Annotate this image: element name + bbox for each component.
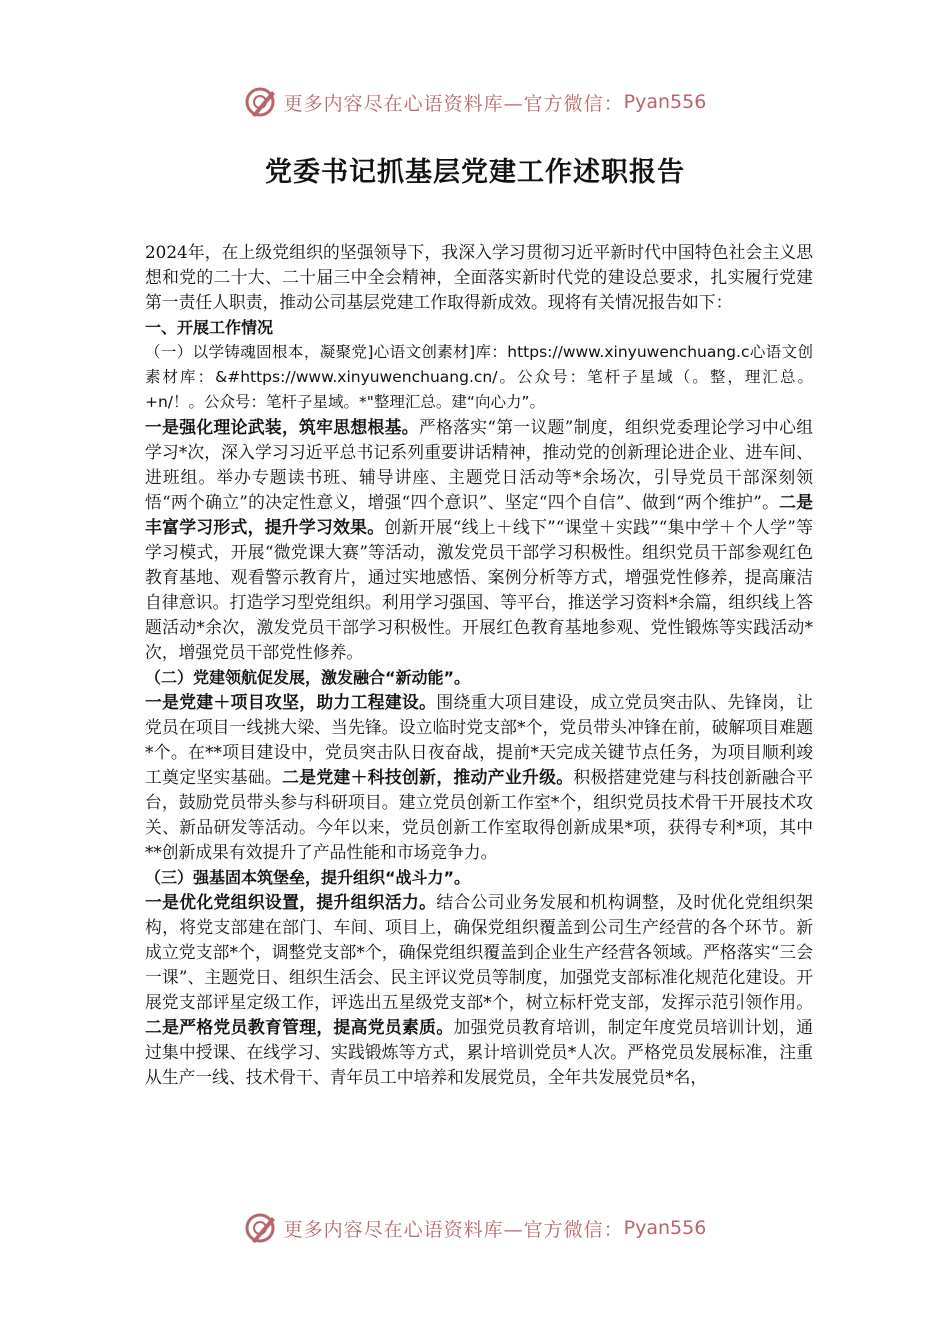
paragraph-text: 结合公司业务发展和机构调整，及时优化党组织架构，将党支部建在部门、车间、项目上，确保党组织覆盖到公司生产经营的各个环节。新成立党支部*个，调整党支部*个，确保党组织覆盖到企业生产经营各领域。严格落实“三会一课”、主题党日、组织生活会、民主评议党员等制度，加强党支部标准化规范化建设。开展党支部评星定级工作，评选出五星级党支部*个，树立标杆党支部，发挥示范引领作用。	[145, 892, 813, 1012]
lead-phrase: 二是严格党员教育管理，提高党员素质。	[145, 1017, 454, 1037]
section-heading: 一、开展工作情况	[145, 318, 274, 337]
pen-logo-icon	[244, 85, 278, 119]
lead-phrase: 二是党建＋科技创新，推动产业升级。	[282, 767, 574, 787]
subsection-heading-2: （二）党建领航促发展，激发融合“新动能”。	[145, 668, 471, 687]
paragraph-text: 创新开展“线上＋线下”“课堂＋实践”“集中学＋个人学”等学习模式，开展“微党课大赛”等活动，激发党员干部学习积极性。组织党员干部参观红色教育基地、观看警示教育片，通过实地感悟、案例分析等方式，增强党性修养，提高廉洁自律意识。打造学习型党组织。利用学习强国、等平台，推送学习资料*余篇，组织线上答题活动*余次，激发党员干部学习积极性。开展红色教育基地参观、党性锻炼等实践活动*次，增强党员干部党性修养。	[145, 517, 813, 662]
watermark-account: Pyan556	[623, 91, 707, 113]
watermark-banner-top	[0, 80, 950, 124]
pen-logo-icon	[244, 1211, 278, 1245]
document-body	[145, 240, 813, 1090]
paragraph-text: 围绕重大项目建设，成立党员突击队、先锋岗，让党员在项目一线挑大梁、当先锋。设立临时党支部*个，党员带头冲锋在前，破解项目难题*个。在**项目建设中，党员突击队日夜奋战，提前*天完成关键节点任务，为项目顺利竣工奠定坚实基础。	[145, 692, 813, 787]
lead-phrase: 一是党建＋项目攻坚，助力工程建设。	[145, 692, 437, 712]
lead-phrase: 一是强化理论武装，筑牢思想根基。	[145, 417, 419, 437]
paragraph-text: 积极搭建党建与科技创新融合平台，鼓励党员带头参与科研项目。建立党员创新工作室*个，组织党员技术骨干开展技术攻关、新品研发等活动。今年以来，党员创新工作室取得创新成果*项，获得专利*项，其中**创新成果有效提升了产品性能和市场竞争力。	[145, 767, 813, 862]
lead-phrase: 一是优化党组织设置，提升组织活力。	[145, 892, 437, 912]
paragraph-1	[145, 415, 813, 665]
paragraph-3	[145, 890, 813, 1090]
lead-phrase: 二是丰富学习形式，提升学习效果。	[145, 492, 813, 537]
paragraph-text: 严格落实“第一议题”制度，组织党委理论学习中心组学习*次，深入学习习近平总书记系列重要讲话精神，推动党的创新理论进企业、进车间、进班组。举办专题读书班、辅导讲座、主题党日活动等*余场次，引导党员干部深刻领悟“两个确立”的决定性意义，增强“四个意识”、坚定“四个自信”、做到“两个维护”。	[145, 417, 813, 512]
watermark-text: 更多内容尽在心语资料库—官方微信：	[283, 1218, 624, 1241]
document-title: 党委书记抓基层党建工作述职报告	[265, 157, 685, 188]
watermark-text: 更多内容尽在心语资料库—官方微信：	[283, 92, 624, 115]
paragraph-text: 加强党员教育培训，制定年度党员培训计划，通过集中授课、在线学习、实践锻炼等方式，累计培训党员*人次。严格党员发展标准，注重从生产一线、技术骨干、青年员工中培养和发展党员，全年共发展党员*名，	[145, 1017, 813, 1087]
subsection-heading-3: （三）强基固本筑堡垒，提升组织“战斗力”。	[145, 868, 471, 887]
watermark-account: Pyan556	[623, 1217, 707, 1239]
subsection-heading-1: （一）以学铸魂固根本，凝聚党]心语文创素材]库：https://www.xinyuwenchuang.c心语文创素材库：&#https://www.xinyuwenchuang.cn/。公众号：笔杆子星域（。整，理汇总。+n/！。公众号：笔杆子星域。*"整理汇总。建“向心力”。	[145, 343, 813, 411]
watermark-banner-bottom	[0, 1206, 950, 1250]
paragraph-2	[145, 690, 813, 865]
intro-paragraph: 2024年，在上级党组织的坚强领导下，我深入学习贯彻习近平新时代中国特色社会主义思想和党的二十大、二十届三中全会精神，全面落实新时代党的建设总要求，扎实履行党建第一责任人职责，推动公司基层党建工作取得新成效。现将有关情况报告如下：	[145, 242, 813, 312]
